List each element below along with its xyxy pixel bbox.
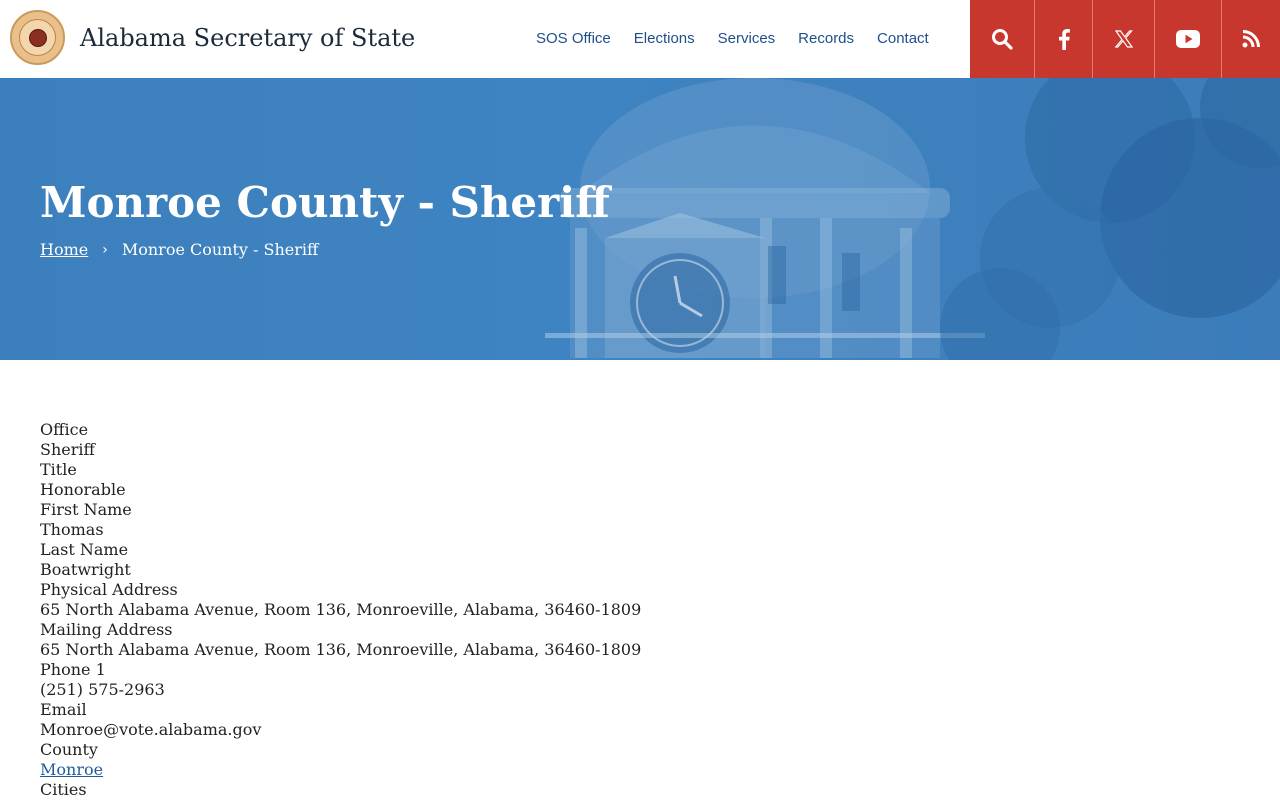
facebook-icon: [1057, 28, 1071, 50]
chevron-right-icon: ›: [102, 241, 108, 258]
nav-elections[interactable]: Elections: [633, 30, 695, 47]
x-twitter-icon: [1115, 30, 1133, 48]
first-name-label: First Name: [40, 500, 132, 519]
nav-contact[interactable]: Contact: [877, 30, 929, 47]
site-header: [0, 0, 1280, 78]
physical-address-label: Physical Address: [40, 580, 178, 599]
county-label: County: [40, 740, 98, 759]
last-name-label: Last Name: [40, 540, 129, 559]
search-button[interactable]: [970, 0, 1035, 78]
rss-button[interactable]: [1222, 0, 1280, 78]
site-title[interactable]: Alabama Secretary of State: [80, 23, 416, 52]
office-value: Sheriff: [40, 440, 95, 459]
nav-sos-office[interactable]: SOS Office: [536, 30, 611, 47]
breadcrumb-current: Monroe County - Sheriff: [121, 240, 319, 259]
official-details: [40, 420, 641, 800]
county-link[interactable]: Monroe: [40, 760, 104, 779]
cities-label: Cities: [40, 780, 87, 799]
email-value: Monroe@vote.alabama.gov: [40, 720, 262, 739]
phone-label: Phone 1: [40, 660, 106, 679]
x-twitter-button[interactable]: [1093, 0, 1155, 78]
youtube-icon: [1176, 30, 1200, 48]
title-label: Title: [40, 460, 77, 479]
search-icon: [991, 28, 1013, 50]
rss-icon: [1242, 30, 1260, 48]
mailing-address-value: 65 North Alabama Avenue, Room 136, Monroeville, Alabama, 36460-1809: [40, 640, 642, 659]
facebook-button[interactable]: [1035, 0, 1093, 78]
nav-records[interactable]: Records: [798, 30, 855, 47]
youtube-button[interactable]: [1155, 0, 1222, 78]
mailing-address-label: Mailing Address: [40, 620, 173, 639]
physical-address-value: 65 North Alabama Avenue, Room 136, Monroeville, Alabama, 36460-1809: [40, 600, 642, 619]
brand-link[interactable]: [10, 10, 415, 65]
title-value: Honorable: [40, 480, 126, 499]
state-seal-logo: [10, 10, 65, 65]
first-name-value: Thomas: [40, 520, 104, 539]
social-toolbar: [970, 0, 1280, 78]
page-title: Monroe County - Sheriff: [40, 178, 610, 227]
hero-banner: [0, 78, 1280, 360]
phone-value: (251) 575-2963: [40, 680, 165, 699]
last-name-value: Boatwright: [40, 560, 131, 579]
office-label: Office: [40, 420, 89, 439]
breadcrumb-home-link[interactable]: Home: [40, 240, 89, 259]
main-nav: [536, 30, 929, 47]
nav-services[interactable]: Services: [717, 30, 776, 47]
email-label: Email: [40, 700, 87, 719]
breadcrumb: [40, 240, 318, 259]
